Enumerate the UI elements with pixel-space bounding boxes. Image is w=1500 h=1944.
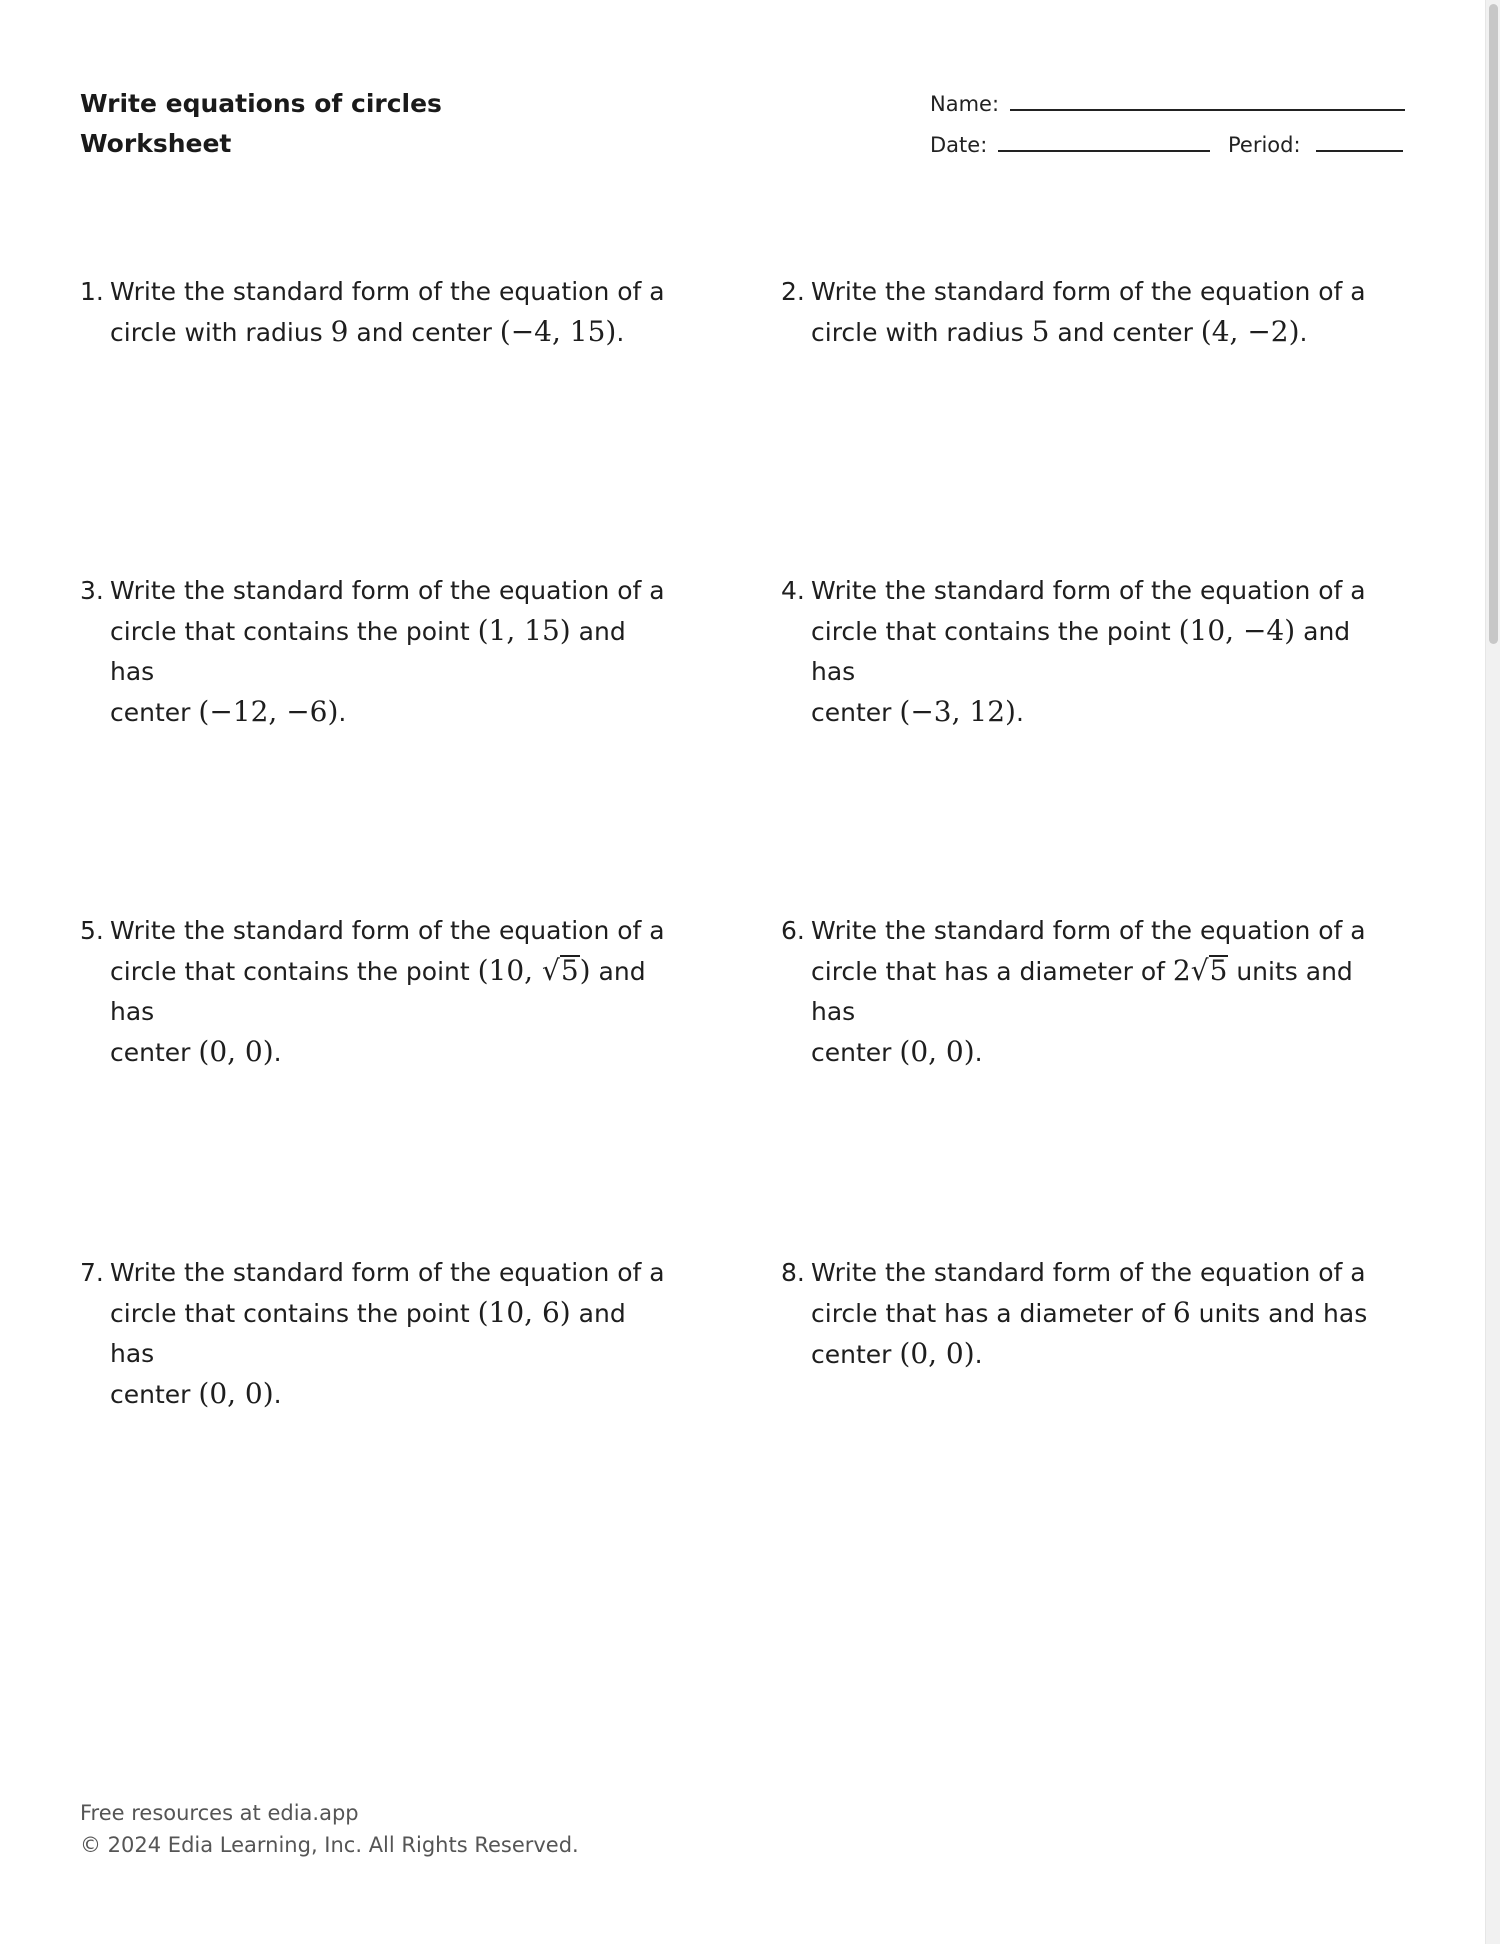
given-point: (1, 15) [477, 614, 571, 647]
center-point: (−3, 12) [899, 695, 1016, 728]
problem-number: 4. [781, 576, 805, 605]
problem-text-segment: center [811, 1340, 900, 1369]
problem-text-segment: and center [1049, 318, 1201, 347]
problem-text-segment: . [1299, 318, 1308, 347]
date-label: Date: [930, 133, 988, 157]
sqrt-radicand: 5 [560, 954, 579, 987]
radius-value: 9 [330, 315, 349, 348]
problem-text-segment: circle that contains the point [811, 617, 1179, 646]
worksheet-title: Write equations of circles [80, 89, 442, 118]
problem-text-segment: . [273, 1380, 282, 1409]
name-field[interactable] [930, 92, 1405, 122]
problem-text [811, 571, 1371, 733]
problem-line [110, 312, 670, 353]
problem-text-segment: circle that has a diameter of [811, 1299, 1173, 1328]
problem-text-segment: and has [110, 1299, 626, 1368]
problem-line: Write the standard form of the equation of a [811, 1258, 1366, 1287]
period-blank-line[interactable] [1316, 150, 1403, 152]
diameter-value [1173, 954, 1229, 987]
problem-text-segment: units and has [1190, 1299, 1368, 1328]
problem-line [110, 1374, 670, 1415]
problem-text-segment: and has [811, 617, 1351, 686]
problem-line [811, 312, 1371, 353]
problem-text-segment: center [811, 1038, 900, 1067]
problem-text-segment: . [338, 698, 347, 727]
given-point: (10, 6) [477, 1296, 571, 1329]
problem-7 [80, 1253, 670, 1415]
problem-8 [781, 1253, 1371, 1375]
problem-text-segment: center [110, 698, 199, 727]
footer [80, 1797, 579, 1861]
problem-text-segment: . [974, 1340, 983, 1369]
problem-line: Write the standard form of the equation of a [811, 576, 1366, 605]
footer-resources-link[interactable]: Free resources at edia.app [80, 1801, 359, 1825]
problem-1 [80, 272, 670, 353]
problem-line [110, 611, 670, 692]
problem-text-segment: and center [348, 318, 500, 347]
problem-number: 2. [781, 277, 805, 306]
problem-5 [80, 911, 670, 1073]
problem-text-segment: circle that contains the point [110, 957, 478, 986]
problem-text [811, 1253, 1371, 1375]
date-field[interactable] [930, 133, 1215, 163]
problem-text-segment: and has [110, 617, 626, 686]
diameter-value: 6 [1172, 1296, 1191, 1329]
problem-number: 3. [80, 576, 104, 605]
period-label: Period: [1228, 133, 1301, 157]
problem-text-segment: center [110, 1038, 199, 1067]
problem-line: Write the standard form of the equation of a [110, 277, 665, 306]
problem-text-segment: . [616, 318, 625, 347]
center-point: (4, −2) [1200, 315, 1300, 348]
problem-number: 7. [80, 1258, 104, 1287]
problem-number: 8. [781, 1258, 805, 1287]
name-blank-line[interactable] [1010, 109, 1405, 111]
sqrt-symbol: √ [541, 954, 560, 987]
problem-text-segment: and has [110, 957, 646, 1026]
name-label: Name: [930, 92, 1000, 116]
footer-copyright: © 2024 Edia Learning, Inc. All Rights Reserved. [80, 1833, 579, 1857]
sqrt-radicand: 5 [1209, 954, 1228, 987]
problem-3 [80, 571, 670, 733]
problem-text-segment: circle with radius [811, 318, 1032, 347]
worksheet-title-block [80, 84, 442, 164]
problem-line: Write the standard form of the equation of a [110, 916, 665, 945]
center-point: (0, 0) [198, 1377, 274, 1410]
problem-line: Write the standard form of the equation of a [811, 277, 1366, 306]
problem-text-segment: circle that contains the point [110, 1299, 478, 1328]
problem-line [811, 951, 1371, 1032]
center-point: (0, 0) [899, 1035, 975, 1068]
problem-line [110, 951, 670, 1032]
problem-line [811, 1293, 1371, 1334]
problem-text [110, 1253, 670, 1415]
problem-line [811, 611, 1371, 692]
problem-text-segment: center [811, 698, 900, 727]
center-point: (−12, −6) [198, 695, 339, 728]
scrollbar-thumb[interactable] [1489, 4, 1498, 644]
radius-value: 5 [1031, 315, 1050, 348]
problem-2 [781, 272, 1371, 353]
problem-text-segment: circle that has a diameter of [811, 957, 1173, 986]
problem-text-segment: . [273, 1038, 282, 1067]
problem-line: Write the standard form of the equation of a [110, 576, 665, 605]
problem-text-segment: units and has [811, 957, 1353, 1026]
point-open: (10, [477, 954, 542, 987]
problem-text-segment: . [1015, 698, 1024, 727]
problem-line: Write the standard form of the equation of a [110, 1258, 665, 1287]
problem-text-segment: circle with radius [110, 318, 331, 347]
problem-line [110, 1293, 670, 1374]
problem-text [811, 272, 1371, 353]
problem-text-segment: circle that contains the point [110, 617, 478, 646]
problem-text [110, 911, 670, 1073]
problem-6 [781, 911, 1371, 1073]
date-blank-line[interactable] [998, 150, 1210, 152]
problem-number: 1. [80, 277, 104, 306]
diameter-coefficient: 2 [1172, 954, 1191, 987]
problem-line [811, 1032, 1371, 1073]
problem-text [110, 272, 670, 353]
problem-line [110, 1032, 670, 1073]
problem-number: 6. [781, 916, 805, 945]
problem-line: Write the standard form of the equation of a [811, 916, 1366, 945]
problem-text-segment: center [110, 1380, 199, 1409]
problem-text-segment: . [974, 1038, 983, 1067]
center-point: (0, 0) [899, 1337, 975, 1370]
problem-line [811, 692, 1371, 733]
point-close: ) [579, 954, 591, 987]
vertical-scrollbar[interactable] [1485, 0, 1500, 1944]
sqrt-symbol: √ [1190, 954, 1209, 987]
problem-line [811, 1334, 1371, 1375]
problem-text [110, 571, 670, 733]
worksheet-subtitle: Worksheet [80, 129, 232, 158]
problem-text [811, 911, 1371, 1073]
problem-4 [781, 571, 1371, 733]
given-point [478, 954, 591, 987]
given-point: (10, −4) [1178, 614, 1296, 647]
problem-number: 5. [80, 916, 104, 945]
period-field[interactable] [1228, 133, 1405, 163]
problem-line [110, 692, 670, 733]
center-point: (−4, 15) [499, 315, 617, 348]
center-point: (0, 0) [198, 1035, 274, 1068]
